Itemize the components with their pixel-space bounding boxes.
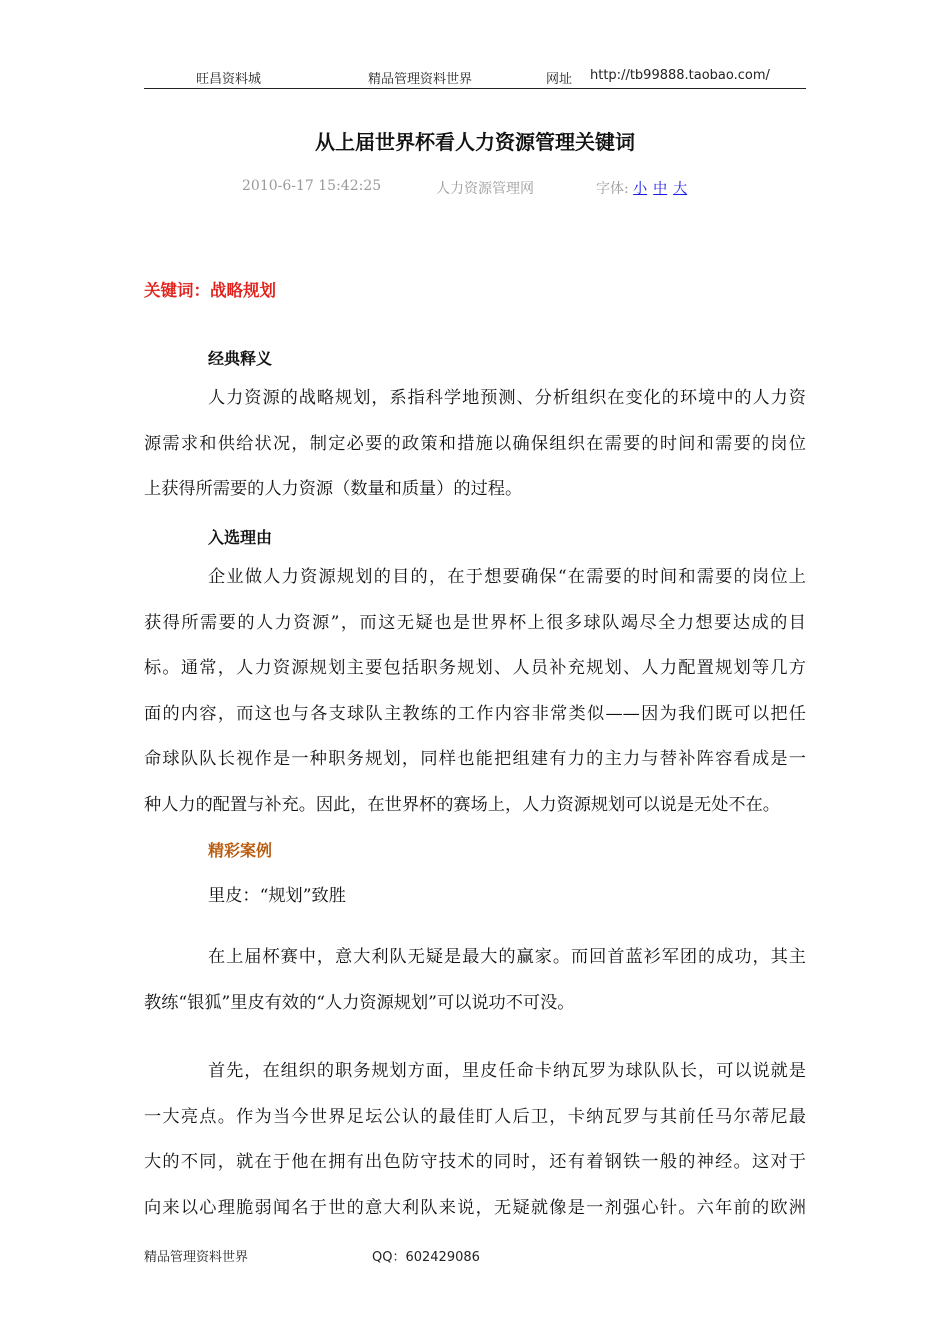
text-line: 人力资源的战略规划，系指科学地预测、分析组织在变化的环境中的人力资: [208, 388, 806, 408]
text-line: 教练“银狐”里皮有效的“人力资源规划”可以说功不可没。: [144, 992, 575, 1013]
text-line: 企业做人力资源规划的目的，在于想要确保“在需要的时间和需要的岗位上: [208, 567, 806, 587]
case-paragraph-1: [144, 935, 806, 1026]
text-line: 源需求和供给状况，制定必要的政策和措施以确保组织在需要的时间和需要的岗位: [144, 433, 806, 454]
font-size-label: 字体:: [596, 181, 629, 197]
text-line: 获得所需要的人力资源”，而这无疑也是世界杯上很多球队竭尽全力想要达成的目: [144, 612, 806, 633]
footer-qq: QQ：602429086: [372, 1250, 480, 1265]
font-size-small-link[interactable]: 小: [633, 181, 648, 197]
article-meta: [0, 178, 950, 200]
header-url-link[interactable]: http://tb99888.taobao.com/: [590, 68, 770, 83]
case-paragraph-2: [144, 1049, 806, 1231]
font-size-control: [596, 178, 693, 198]
header-site-name: 旺昌资料城: [196, 72, 262, 87]
case-subtitle: 里皮：“规划”致胜: [208, 886, 346, 906]
keyword-heading: 关键词：战略规划: [144, 281, 276, 300]
text-line: 大的不同，就在于他在拥有出色防守技术的同时，还有着钢铁一般的神经。这对于: [144, 1152, 806, 1172]
font-size-large-link[interactable]: 大: [673, 181, 688, 197]
definition-paragraph: [144, 376, 806, 513]
text-line: 一大亮点。作为当今世界足坛公认的最佳盯人后卫，卡纳瓦罗与其前任马尔蒂尼最: [144, 1106, 806, 1127]
reason-heading: 入选理由: [208, 528, 273, 547]
header-divider: [144, 88, 806, 89]
text-line: 种人力的配置与补充。因此，在世界杯的赛场上，人力资源规划可以说是无处不在。: [144, 794, 780, 815]
header-center-text: 精品管理资料世界: [368, 72, 473, 87]
text-line: 面的内容，而这也与各支球队主教练的工作内容非常类似——因为我们既可以把任: [144, 703, 806, 724]
reason-paragraph: [144, 555, 806, 828]
text-line: 首先，在组织的职务规划方面，里皮任命卡纳瓦罗为球队队长，可以说就是: [208, 1061, 806, 1081]
text-line: 命球队队长视作是一种职务规划，同样也能把组建有力的主力与替补阵容看成是一: [144, 749, 806, 769]
header-url-label: 网址: [546, 72, 573, 87]
page-header: [144, 66, 806, 90]
article-datetime: 2010-6-17 15:42:25: [242, 178, 382, 194]
text-line: 向来以心理脆弱闻名于世的意大利队来说，无疑就像是一剂强心针。六年前的欧洲: [144, 1197, 806, 1218]
footer-site-name: 精品管理资料世界: [144, 1250, 249, 1265]
font-size-medium-link[interactable]: 中: [653, 181, 668, 197]
article-source: 人力资源管理网: [436, 181, 534, 197]
case-heading: 精彩案例: [208, 841, 273, 860]
text-line: 在上届杯赛中，意大利队无疑是最大的赢家。而回首蓝衫军团的成功，其主: [208, 947, 806, 967]
text-line: 标。通常，人力资源规划主要包括职务规划、人员补充规划、人力配置规划等几方: [144, 658, 806, 678]
definition-heading: 经典释义: [208, 349, 273, 368]
article-title: 从上届世界杯看人力资源管理关键词: [315, 130, 635, 154]
text-line: 上获得所需要的人力资源（数量和质量）的过程。: [144, 479, 523, 499]
